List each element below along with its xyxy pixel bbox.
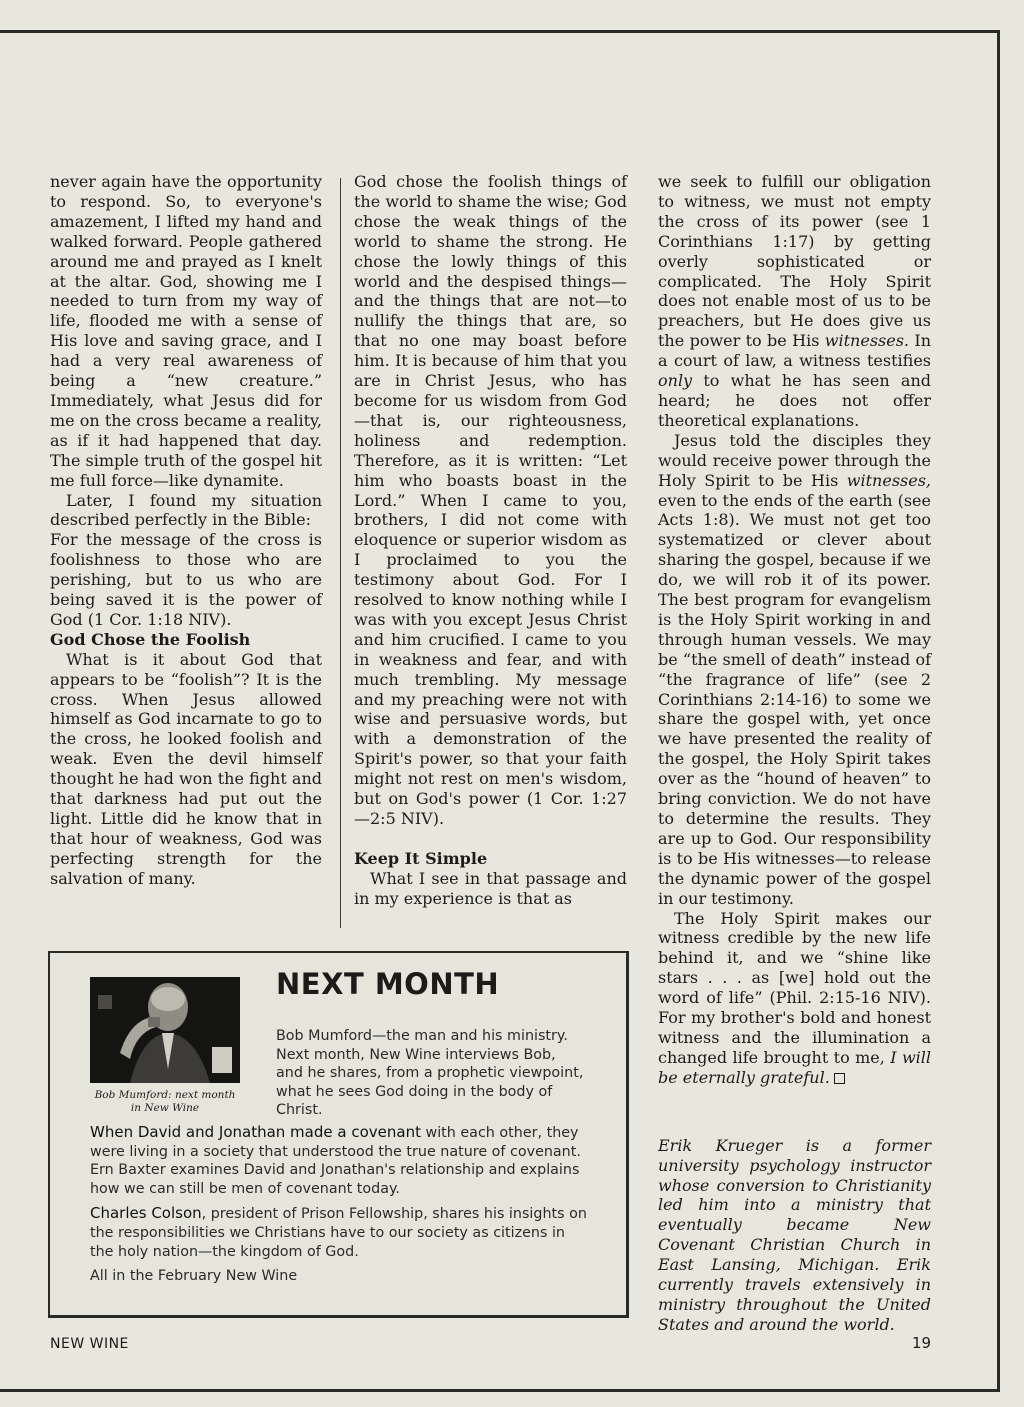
text-run: Jesus told the disciples they would receive power through the Holy Spirit to be His [658, 430, 931, 490]
col1-paragraph-2: Later, I found my situation described perfectly in the Bible: [50, 490, 322, 530]
page-frame-top [0, 30, 1000, 33]
subhead-god-chose-the-foolish: God Chose the Foolish [50, 629, 251, 649]
text-run: we seek to fulfill our obligation to witness, we must not empty the cross of its power (see 1 Corinthians 1:17) by getting overly sophisticated or complicated. The Holy Spirit does not enable most of us to be preachers, but He does give us the power to be His [658, 172, 931, 351]
emphasis-grateful: I will be eternally grateful. [658, 1047, 931, 1087]
scripture-quote: For the message of the cross is foolishness to those who are perishing, but to us who are being saved it is the power of God (1 Cor. 1:18 NIV). [50, 530, 322, 629]
text-run: even to the ends of the earth (see Acts 1:8). We must not get too systematized or clever about sharing the gospel, because if we do, we will rob it of its power. The best program for evangelism is the Holy Spirit working in and through human vessels. We may be “the smell of death” instead of “the fragrance of life” (see 2 Corinthians 2:14-16) to some we share the gospel with, yet once we have presented the reality of the gospel, the Holy Spirit takes over as the “hound of heaven” to bring conviction. We do not have to determine the results. They are up to God. Our responsibility is to be His witnesses—to release the dynamic power of the gospel in our testimony. [658, 490, 931, 908]
magazine-name: NEW WINE [50, 1336, 129, 1352]
next-month-box [48, 951, 629, 1318]
next-month-closing: All in the February New Wine [90, 1268, 298, 1285]
item-text: with each other, they were living in a society that understood the true nature of covenant. Ern Baxter examines David and Jonathan's relationship and explains how we can still be men of covenant today. [90, 1125, 581, 1197]
article-column-2 [354, 172, 627, 909]
page-frame-right [997, 30, 1000, 1392]
bob-mumford-photo [90, 977, 240, 1083]
next-month-title: NEXT MONTH [276, 967, 500, 1001]
emphasis-witnesses: witnesses. [824, 331, 909, 351]
article-column-3 [658, 172, 931, 1335]
col2-scripture-passage: God chose the foolish things of the world to shame the wise; God chose the weak things of the world to shame the strong. He chose the lowly things of this world and the despised things—and the things that are not—to nullify the things that are, so that no one may boast before him. It is because of him that you are in Christ Jesus, who has become for us wisdom from God—that is, our righteousness, holiness and redemption. Therefore, as it is written: “Let him who boasts boast in the Lord.” When I came to you, brothers, I did not come with eloquence or superior wisdom as I proclaimed to you the testimony about God. For I resolved to know nothing while I was with you except Jesus Christ and him crucified. I came to you in weakness and fear, and with much trembling. My message and my preaching were not with wise and persuasive words, but with a demonstration of the Spirit's power, so that your faith might not rest on men's wisdom, but on God's power (1 Cor. 1:27—2:5 NIV). [354, 172, 627, 828]
page-frame-bottom [0, 1389, 1000, 1392]
text-run: to what he has seen and heard; he does not offer theoretical explanations. [658, 371, 931, 430]
subhead-keep-it-simple: Keep It Simple [354, 848, 488, 868]
text-run: The Holy Spirit makes our witness credible by the new life behind it, and we “shine like stars . . . as [we] hold out the word of life” (Phil. 2:15-16 NIV). For my brother's bold and honest witness and the illumination a changed life brought to me, [658, 908, 931, 1067]
author-bio: Erik Krueger is a former university psychology instructor whose conversion to Christianity led him into a ministry that eventually became New Covenant Christian Church in East Lansing, Michigan. Erik currently travels extensively in ministry throughout the United States and around the world. [658, 1135, 931, 1334]
next-month-item-charles-colson [90, 1204, 590, 1261]
item-lead: When David and Jonathan made a covenant [90, 1123, 421, 1141]
photo-illustration [90, 977, 240, 1083]
page-number: 19 [912, 1334, 932, 1352]
col2-paragraph-2: What I see in that passage and in my experience is that as [354, 868, 627, 908]
col3-paragraph-1 [658, 172, 931, 431]
item-text: , president of Prison Fellowship, shares his insights on the responsibilities we Christians have to our society as citizens in the holy nation—the kingdom of God. [90, 1206, 587, 1260]
col3-paragraph-2 [658, 431, 931, 909]
col3-paragraph-3 [658, 909, 931, 1088]
text-run: In a court of law, a witness testifies [658, 331, 931, 371]
item-lead: Charles Colson [90, 1204, 202, 1223]
column-divider [340, 178, 341, 928]
photo-caption: Bob Mumford: next month in New Wine [94, 1089, 236, 1114]
col1-paragraph-1: never again have the opportunity to respond. So, to everyone's amazement, I lifted my hand and walked forward. People gathered around me and prayed as I knelt at the altar. God, showing me I needed to turn from my way of life, flooded me with a sense of His love and saving grace, and I had a very real awareness of being a “new creature.” Immediately, what Jesus did for me on the cross became a reality, as if it had happened that day. The simple truth of the gospel hit me full force—like dynamite. [50, 172, 322, 490]
next-month-item-david-jonathan [90, 1123, 590, 1198]
next-month-items [90, 1123, 590, 1292]
article-column-1 [50, 172, 322, 889]
col1-paragraph-3: What is it about God that appears to be “foolish”? It is the cross. When Jesus allowed himself as God incarnate to go to the cross, he looked foolish and weak. Even the devil himself thought he had won the fight and that darkness had put out the light. Little did he know that in that hour of weakness, God was perfecting strength for the salvation of many. [50, 649, 322, 888]
end-of-article-square-icon [834, 1073, 845, 1084]
next-month-item-bob-mumford: Bob Mumford—the man and his ministry. Next month, New Wine interviews Bob, and he shares, from a prophetic viewpoint, what he sees God doing in the body of Christ. [276, 1028, 584, 1119]
emphasis-only: only [658, 371, 693, 391]
emphasis-witnesses: witnesses, [846, 470, 931, 490]
